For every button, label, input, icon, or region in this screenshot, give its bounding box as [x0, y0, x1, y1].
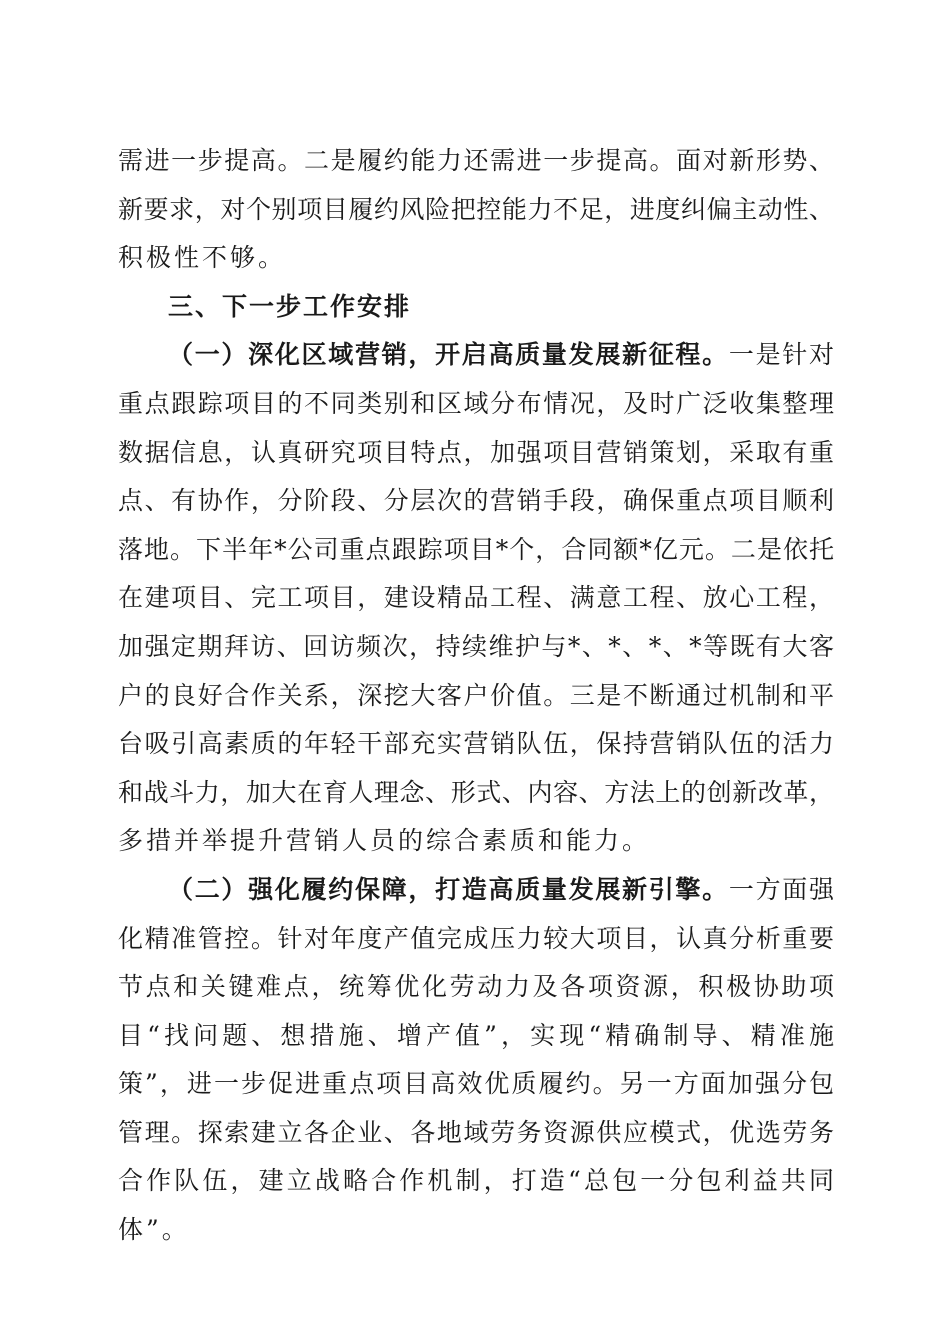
section-heading: 三、下一步工作安排	[168, 291, 412, 321]
paragraph-1-subheading: （一）深化区域营销，开启高质量发展新征程。	[168, 340, 729, 370]
paragraph-2-first-line-rest: 一方面强	[728, 874, 834, 904]
paragraph-1-first-line-rest: 一是针对	[728, 340, 834, 370]
paragraph-1-line: 户的良好合作关系，深挖大客户价值。三是不断通过机制和平	[118, 680, 834, 710]
paragraph-1-line: 点、有协作，分阶段、分层次的营销手段，确保重点项目顺利	[118, 486, 834, 516]
paragraph-2-line: 目“找问题、想措施、增产值”，实现“精确制导、精准施	[118, 1020, 834, 1050]
paragraph-1-line: 和战斗力，加大在育人理念、形式、内容、方法上的创新改革，	[118, 777, 834, 807]
paragraph-2-line: 节点和关键难点，统筹优化劳动力及各项资源，积极协助项	[118, 972, 834, 1002]
paragraph-1-line: 在建项目、完工项目，建设精品工程、满意工程、放心工程，	[118, 583, 834, 613]
paragraph-1-line: 台吸引高素质的年轻干部充实营销队伍，保持营销队伍的活力	[118, 729, 834, 759]
paragraph-1-first-line	[118, 331, 834, 380]
paragraph-1-line: 重点跟踪项目的不同类别和区域分布情况，及时广泛收集整理	[118, 388, 834, 418]
paragraph-2-line: 策”，进一步促进重点项目高效优质履约。另一方面加强分包	[118, 1069, 834, 1099]
intro-line-3: 积极性不够。	[118, 243, 287, 273]
paragraph-2-line: 合作队伍，建立战略合作机制，打造“总包一分包利益共同	[118, 1166, 834, 1196]
paragraph-2-first-line	[118, 866, 834, 915]
paragraph-1-line: 加强定期拜访、回访频次，持续维护与*、*、*、*等既有大客	[118, 631, 834, 661]
paragraph-2-line: 体”。	[118, 1215, 190, 1245]
paragraph-1-line: 落地。下半年*公司重点跟踪项目*个，合同额*亿元。二是依托	[118, 534, 834, 564]
paragraph-2-subheading: （二）强化履约保障，打造高质量发展新引擎。	[168, 874, 729, 904]
intro-line-2: 新要求，对个别项目履约风险把控能力不足，进度纠偏主动性、	[118, 194, 834, 224]
paragraph-2-line: 管理。探索建立各企业、各地域劳务资源供应模式，优选劳务	[118, 1117, 834, 1147]
intro-line-1: 需进一步提高。二是履约能力还需进一步提高。面对新形势、	[118, 146, 834, 175]
paragraph-1-line: 数据信息，认真研究项目特点，加强项目营销策划，采取有重	[118, 437, 834, 467]
paragraph-1-line: 多措并举提升营销人员的综合素质和能力。	[118, 826, 651, 856]
document-body	[118, 137, 834, 1255]
paragraph-2-line: 化精准管控。针对年度产值完成压力较大项目，认真分析重要	[118, 923, 834, 953]
